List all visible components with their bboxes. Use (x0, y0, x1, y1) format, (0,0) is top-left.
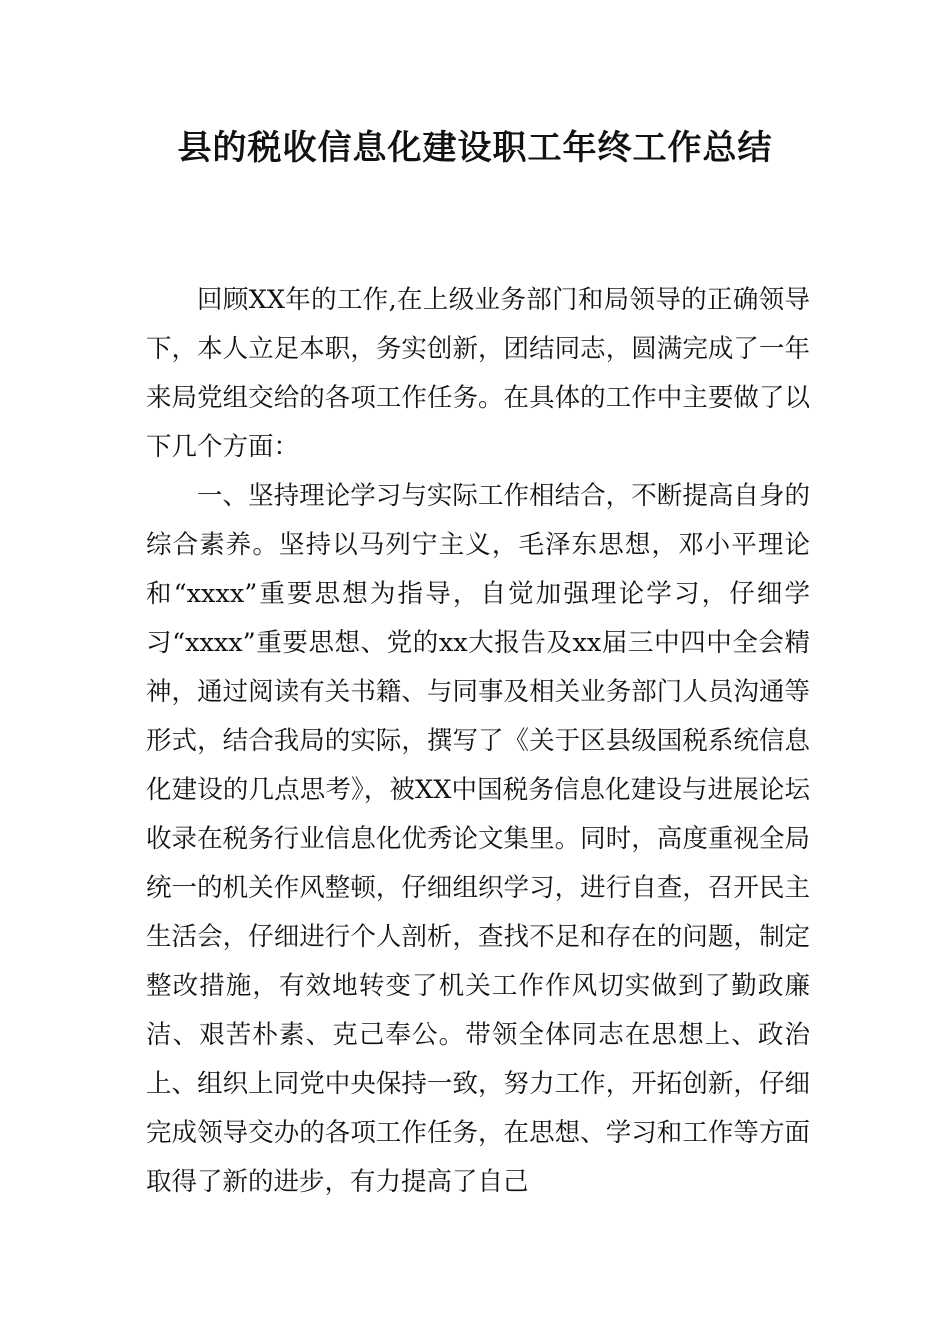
document-body (146, 276, 810, 1207)
paragraph-intro: 回顾XX年的工作,在上级业务部门和局领导的正确领导下，本人立足本职，务实创新，团结同志，圆满完成了一年来局党组交给的各项工作任务。在具体的工作中主要做了以下几个方面： (146, 285, 810, 462)
paragraph-section-one: 一、坚持理论学习与实际工作相结合，不断提高自身的综合素养。坚持以马列宁主义，毛泽东思想，邓小平理论和“xxxx”重要思想为指导，自觉加强理论学习，仔细学习“xxxx”重要思想、党的xx大报告及xx届三中四中全会精神，通过阅读有关书籍、与同事及相关业务部门人员沟通等形式，结合我局的实际，撰写了《关于区县级国税系统信息化建设的几点思考》，被XX中国税务信息化建设与进展论坛收录在税务行业信息化优秀论文集里。同时，高度重视全局统一的机关作风整顿，仔细组织学习，进行自查，召开民主生活会，仔细进行个人剖析，查找不足和存在的问题，制定整改措施，有效地转变了机关工作作风切实做到了勤政廉洁、艰苦朴素、克己奉公。带领全体同志在思想上、政治上、组织上同党中央保持一致，努力工作，开拓创新，仔细完成领导交办的各项工作任务，在思想、学习和工作等方面取得了新的进步，有力提高了自己 (146, 481, 810, 1197)
document-title: 县的税收信息化建设职工年终工作总结 (177, 128, 773, 168)
